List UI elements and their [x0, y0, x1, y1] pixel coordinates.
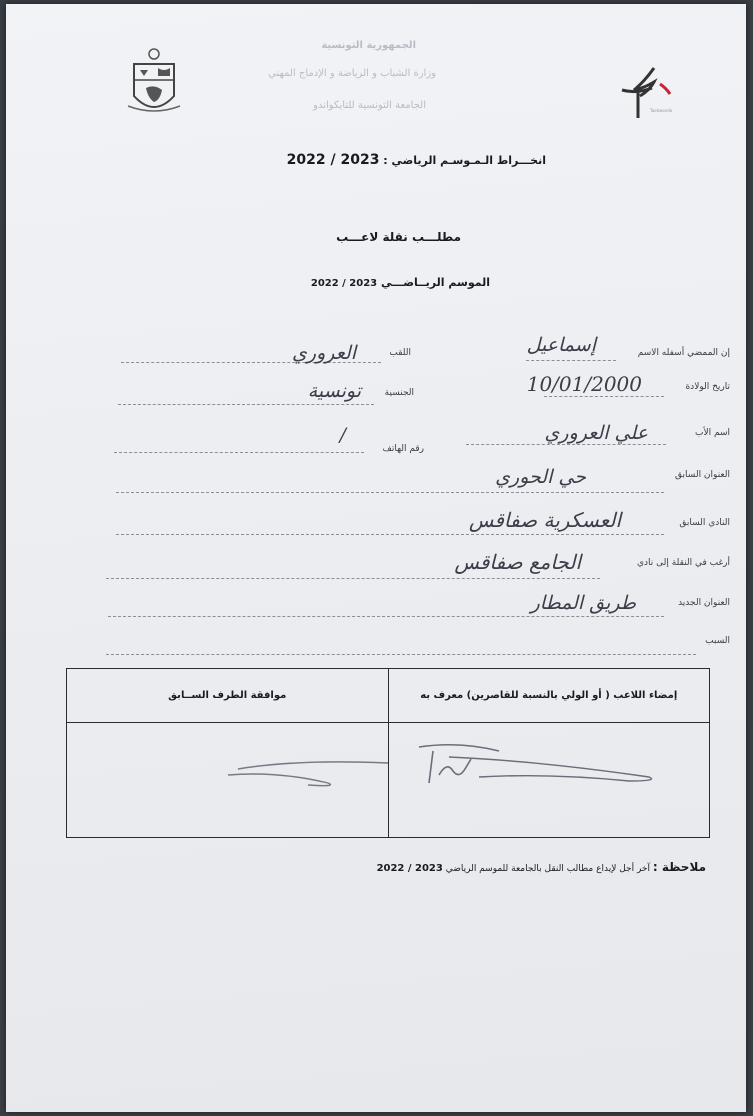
field-nationality-label: الجنسية	[384, 388, 414, 398]
field-prev-club-label: النادي السابق	[679, 518, 730, 528]
player-signature-cell	[388, 723, 710, 838]
request-title: مطلـــب نقلة لاعـــب	[336, 230, 461, 244]
previous-approval-cell	[67, 723, 389, 838]
season-heading-year: 2022 / 2023	[286, 152, 380, 168]
season-line-label: الموسم الريــاضـــي	[380, 276, 490, 289]
field-phone-value: /	[339, 424, 346, 446]
field-birthdate-label: تاريخ الولادة	[685, 382, 730, 392]
note-year: 2022 / 2023	[376, 863, 443, 874]
field-reason-label: السبب	[705, 636, 730, 646]
field-nationality-value: تونسية	[307, 380, 361, 402]
field-father-label: اسم الأب	[695, 428, 730, 438]
season-heading-label: انخـــراط الـمـوسـم الرياضي :	[383, 154, 546, 167]
document-page	[6, 4, 746, 1112]
field-prev-club-value: العسكرية صفاقس	[468, 508, 621, 532]
coat-of-arms-icon	[124, 46, 184, 126]
field-prev-address-value: حي الحوري	[495, 466, 586, 488]
signature-table	[66, 668, 710, 838]
col-previous-approval-header: موافقة الطرف الســابق	[67, 669, 389, 723]
header-line-1: الجمهورية التونسية	[321, 40, 416, 51]
previous-approval-signature-icon	[218, 749, 398, 799]
field-birthdate-value: 10/01/2000	[526, 372, 642, 396]
field-name-label: إن الممضي أسفله الاسم	[637, 348, 730, 358]
col-player-signature-header: إمضاء اللاعب ( أو الولي بالنسبة للقاصرين) معرف به	[388, 669, 710, 723]
field-new-address-value: طريق المطار	[530, 592, 636, 614]
season-line-year: 2022 / 2023	[310, 278, 378, 289]
player-signature-icon	[409, 735, 669, 805]
field-phone-label: رقم الهاتف	[382, 444, 424, 454]
header-line-2: وزارة الشباب و الرياضة و الإدماج المهني	[268, 68, 436, 79]
note-text: آخر أجل لإيداع مطالب النقل بالجامعة للموسم الرياضي	[445, 864, 650, 874]
season-line	[311, 276, 490, 289]
field-name-value: إسماعيل	[526, 334, 596, 356]
field-prev-address-label: العنوان السابق	[675, 470, 730, 480]
note	[377, 860, 706, 874]
field-surname-label: اللقب	[389, 348, 411, 358]
federation-logo	[616, 64, 676, 134]
field-new-club-value: الجامع صفاقس	[454, 550, 581, 574]
header-line-3: الجامعة التونسية للتايكواندو	[313, 100, 426, 111]
field-father-value: علي العروري	[544, 422, 648, 444]
note-label: ملاحظة :	[652, 860, 706, 874]
federation-logo-text: Taekwondo	[650, 108, 673, 113]
season-heading	[287, 152, 546, 168]
field-new-address-label: العنوان الجديد	[678, 598, 730, 608]
field-surname-value: العروري	[292, 342, 356, 364]
field-new-club-label: أرغب في النقلة إلى نادي	[637, 558, 730, 568]
